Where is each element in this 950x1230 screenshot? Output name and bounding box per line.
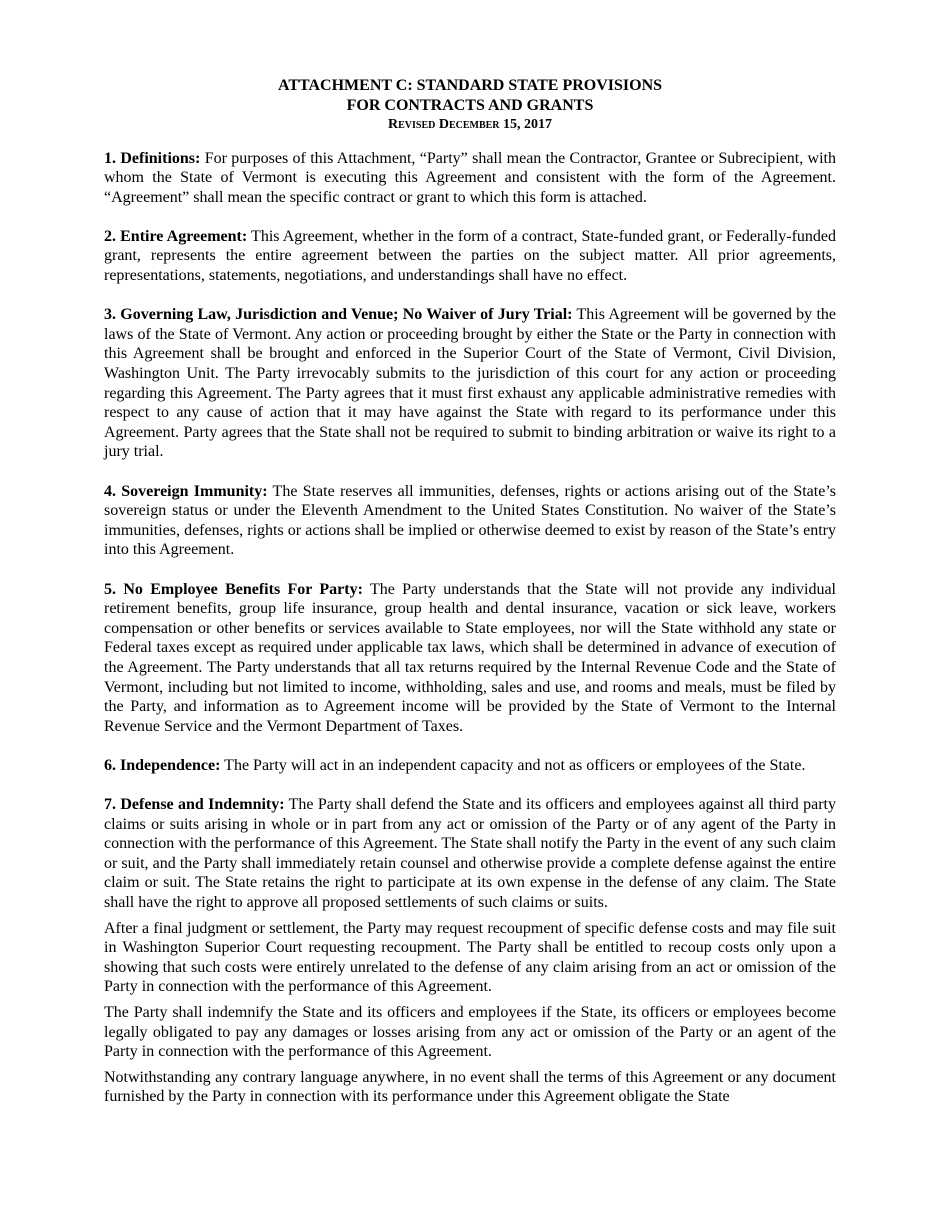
section-no-employee-benefits (104, 580, 836, 737)
section-independence (104, 756, 836, 776)
section-text: The Party shall defend the State and its officers and employees against all third party claims or suits arising in whole or in part from any act or omission of the Party or of any agent of the Party in connection with the performance of this Agreement. The State shall notify the Party in the event of any such claim or suit, and the Party shall immediately retain counsel and otherwise provide a complete defense against the entire claim or suit. The State retains the right to participate at its own expense in the defense of any claim. The State shall have the right to approve all proposed settlements of such claims or suits. (104, 796, 836, 912)
section-heading: 7. Defense and Indemnity: (104, 796, 285, 814)
section-heading: 1. Definitions: (104, 149, 201, 167)
title-line-1: ATTACHMENT C: STANDARD STATE PROVISIONS (277, 77, 663, 94)
document-header (104, 76, 836, 135)
section-text: The State reserves all immunities, defenses, rights or actions arising out of the State’s sovereign status or under the Eleventh Amendment to the United States Constitution. No waiver of the State’s immunities, defenses, rights or actions shall be implied or otherwise deemed to exist by reason of the State’s entry into this Agreement. (104, 482, 836, 559)
revision-date: Revised December 15, 2017 (387, 117, 553, 132)
section-text: For purposes of this Attachment, “Party” shall mean the Contractor, Grantee or Subrecipient, with whom the State of Vermont is executing this Agreement and consistent with the form of the Agreement. “Agreement” shall mean the specific contract or grant to which this form is attached. (104, 149, 837, 206)
section-defense-indemnity (104, 795, 836, 913)
section-text: This Agreement will be governed by the laws of the State of Vermont. Any action or proceeding brought by either the State or the Party in connection with this Agreement shall be brought and enforced in the Superior Court of the State of Vermont, Civil Division, Washington Unit. The Party irrevocably submits to the jurisdiction of this court for any action or proceeding regarding this Agreement. The Party agrees that it must first exhaust any applicable administrative remedies with respect to any cause of action that it may have against the State with regard to its performance under this Agreement. Party agrees that the State shall not be required to submit to binding arbitration or waive its right to a jury trial. (104, 306, 836, 461)
section-text: The Party understands that the State will not provide any individual retirement benefits, group life insurance, group health and dental insurance, vacation or sick leave, workers compensation or other benefits or services available to State employees, nor will the State withhold any state or Federal taxes except as required under applicable tax laws, which shall be determined in advance of execution of the Agreement. The Party understands that all tax returns required by the Internal Revenue Code and the State of Vermont, including but not limited to income, withholding, sales and use, and rooms and meals, must be filed by the Party, and information as to Agreement income will be provided by the State of Vermont to the Internal Revenue Service and the Vermont Department of Taxes. (104, 580, 836, 735)
section-heading: 2. Entire Agreement: (104, 227, 248, 245)
section-governing-law (104, 305, 836, 462)
section-text: This Agreement, whether in the form of a contract, State-funded grant, or Federally-funded grant, represents the entire agreement between the parties on the subject matter. All prior agreements, representations, statements, negotiations, and understandings shall have no effect. (104, 227, 836, 285)
paragraph-recoupment: After a final judgment or settlement, the Party may request recoupment of specific defense costs and may file suit in Washington Superior Court requesting recoupment. The Party shall be entitled to recoup costs only upon a showing that such costs were entirely unrelated to the defense of any claim arising from an act or omission of the Party in connection with the performance of this Agreement. (104, 919, 836, 996)
paragraph-indemnify: The Party shall indemnify the State and its officers and employees if the State, its officers or employees become legally obligated to pay any damages or losses arising from any act or omission of the Party or an agent of the Party in connection with the performance of this Agreement. (104, 1004, 836, 1061)
section-text: The Party will act in an independent capacity and not as officers or employees of the State. (220, 756, 806, 774)
document-body (104, 149, 836, 1108)
title-line-2: FOR CONTRACTS AND GRANTS (346, 96, 594, 114)
paragraph-notwithstanding: Notwithstanding any contrary language anywhere, in no event shall the terms of this Agreement or any document furnished by the Party in connection with its performance under this Agreement obligate the State (104, 1068, 836, 1106)
section-entire-agreement (104, 227, 836, 286)
section-definitions (104, 149, 836, 208)
section-sovereign-immunity (104, 482, 836, 560)
section-heading: 6. Independence: (104, 756, 221, 774)
section-heading: 3. Governing Law, Jurisdiction and Venue; No Waiver of Jury Trial: (104, 306, 573, 324)
section-heading: 4. Sovereign Immunity: (104, 482, 268, 500)
section-heading: 5. No Employee Benefits For Party: (104, 580, 363, 598)
